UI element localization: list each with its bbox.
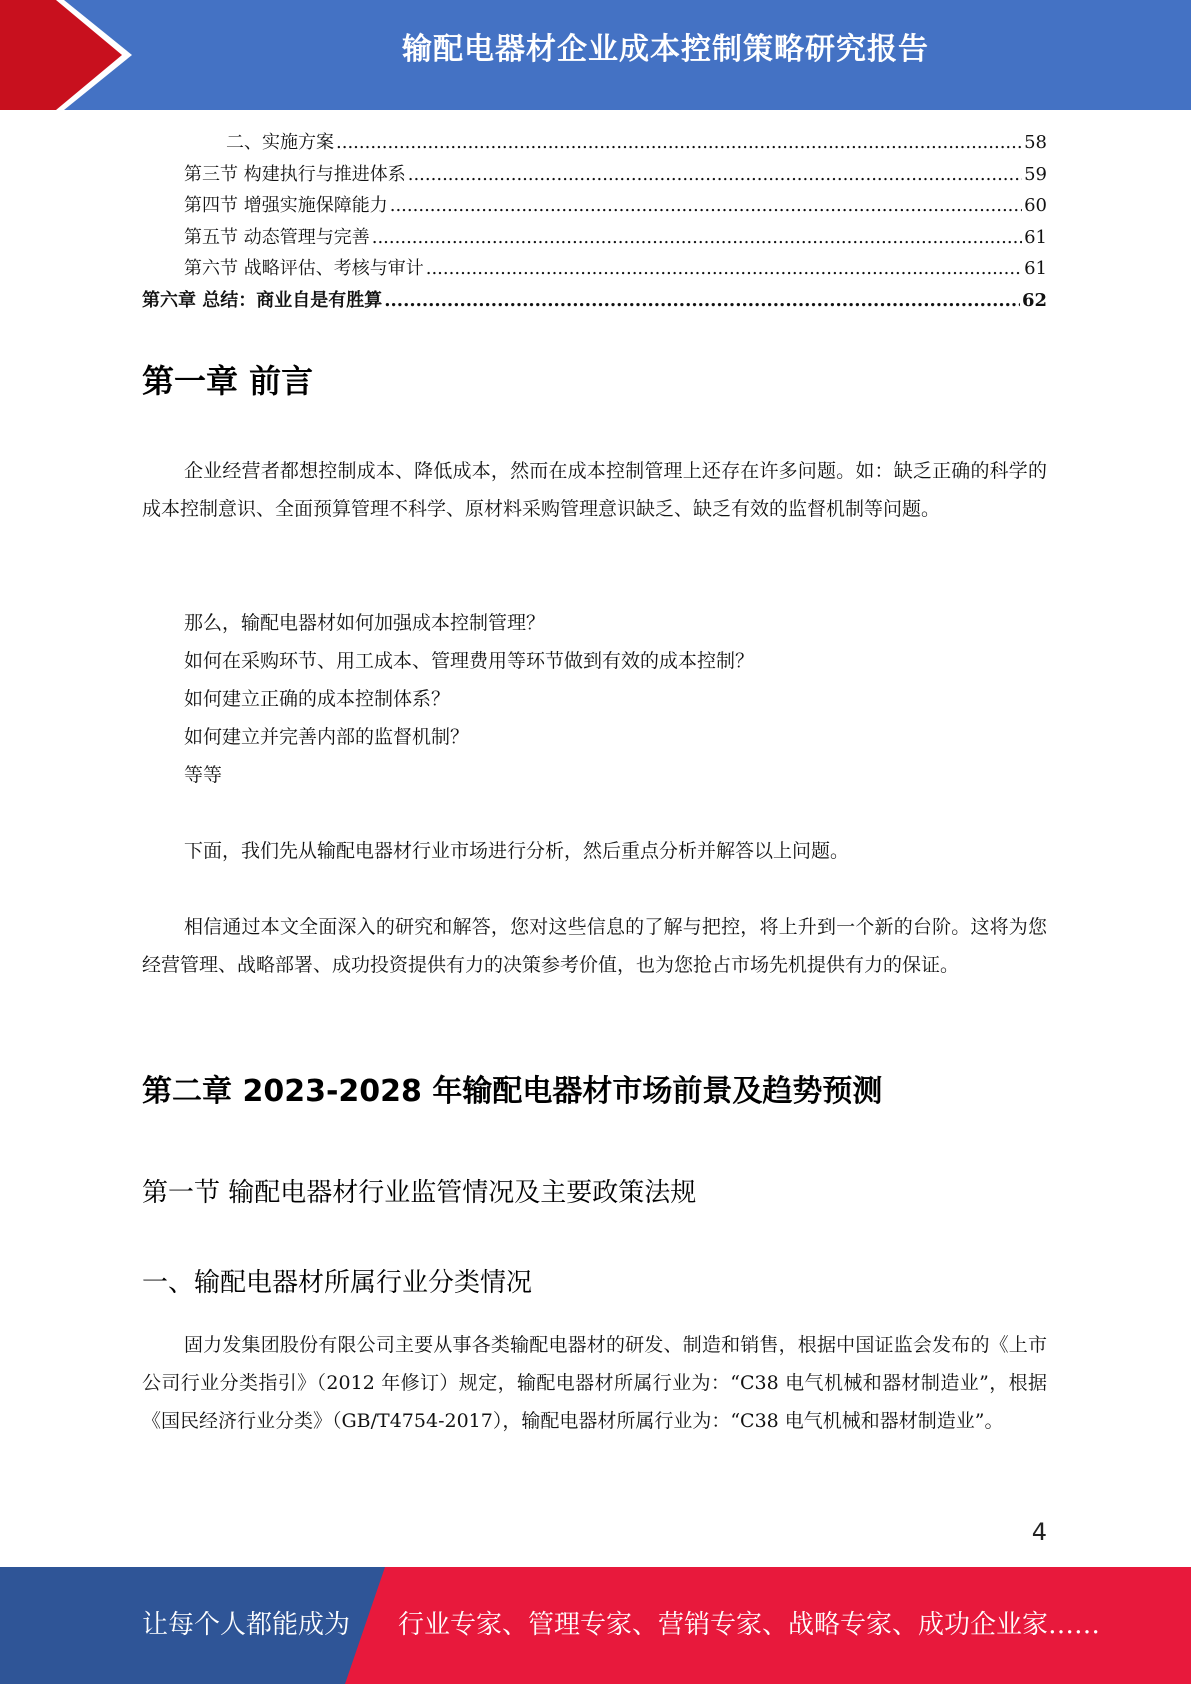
header-band	[0, 0, 1191, 110]
toc-entry[interactable]	[142, 223, 1047, 255]
toc-leader-dots	[390, 195, 1022, 216]
footer-slogan-right: 行业专家、管理专家、营销专家、战略专家、成功企业家……	[398, 1610, 1101, 1640]
toc-entry-label: 第六章 总结：商业自是有胜算	[142, 289, 383, 311]
question-line: 如何建立并完善内部的监督机制？	[184, 726, 470, 748]
chapter-2-heading: 第二章 2023-2028 年输配电器材市场前景及趋势预测	[142, 1074, 883, 1109]
chapter-1-paragraph-1: 企业经营者都想控制成本、降低成本，然而在成本控制管理上还存在许多问题。如：缺乏正确的科学的成本控制意识、全面预算管理不科学、原材料采购管理意识缺乏、缺乏有效的监督机制等问题。	[142, 460, 1047, 520]
question-line: 那么，输配电器材如何加强成本控制管理？	[184, 612, 546, 634]
table-of-contents	[142, 128, 1047, 317]
toc-leader-dots	[372, 227, 1022, 248]
toc-entry-page: 62	[1021, 289, 1047, 311]
toc-entry[interactable]	[142, 286, 1047, 318]
toc-entry-page: 58	[1024, 132, 1047, 153]
chapter-2-paragraph-1: 固力发集团股份有限公司主要从事各类输配电器材的研发、制造和销售，根据中国证监会发布的《上市公司行业分类指引》（2012 年修订）规定，输配电器材所属行业为：“C38 电气机械和器材制造业”，根据《国民经济行业分类》（GB/T4754-2017），输配电器材所属行业为：“C38 电气机械和器材制造业”。	[142, 1334, 1047, 1432]
toc-entry-page: 60	[1024, 195, 1047, 216]
footer-band	[0, 1567, 1191, 1684]
toc-leader-dots	[384, 290, 1020, 311]
toc-entry[interactable]	[142, 160, 1047, 192]
chapter-1-heading: 第一章 前言	[142, 362, 314, 400]
toc-entry[interactable]	[142, 128, 1047, 160]
toc-entry-label: 二、实施方案	[226, 132, 334, 153]
page-number: 4	[1031, 1518, 1047, 1546]
toc-entry-label: 第三节 构建执行与推进体系	[184, 163, 406, 185]
footer-slogan-left: 让每个人都能成为	[142, 1610, 351, 1640]
toc-entry-page: 61	[1024, 258, 1047, 279]
section-1-heading: 第一节 输配电器材行业监管情况及主要政策法规	[142, 1178, 697, 1208]
toc-entry-label: 第四节 增强实施保障能力	[184, 195, 388, 216]
chapter-1-paragraph-2: 下面，我们先从输配电器材行业市场进行分析，然后重点分析并解答以上问题。	[184, 840, 850, 862]
toc-entry[interactable]	[142, 254, 1047, 286]
toc-entry-page: 61	[1024, 226, 1047, 248]
question-line: 如何建立正确的成本控制体系？	[184, 688, 451, 710]
toc-leader-dots	[426, 258, 1022, 279]
question-line: 等等	[184, 764, 223, 786]
toc-entry-page: 59	[1024, 163, 1047, 185]
report-title: 输配电器材企业成本控制策略研究报告	[402, 32, 929, 67]
toc-entry-label: 第六节 战略评估、考核与审计	[184, 258, 424, 279]
subsection-1-heading: 一、输配电器材所属行业分类情况	[142, 1268, 533, 1298]
chapter-1-paragraph-3: 相信通过本文全面深入的研究和解答，您对这些信息的了解与把控，将上升到一个新的台阶。这将为您经营管理、战略部署、成功投资提供有力的决策参考价值，也为您抢占市场先机提供有力的保证。	[142, 916, 1047, 976]
toc-entry[interactable]	[142, 191, 1047, 223]
toc-leader-dots	[336, 132, 1022, 153]
toc-entry-label: 第五节 动态管理与完善	[184, 226, 370, 248]
red-chevron-decoration	[0, 0, 160, 110]
question-line: 如何在采购环节、用工成本、管理费用等环节做到有效的成本控制？	[184, 650, 755, 672]
toc-leader-dots	[408, 164, 1022, 185]
